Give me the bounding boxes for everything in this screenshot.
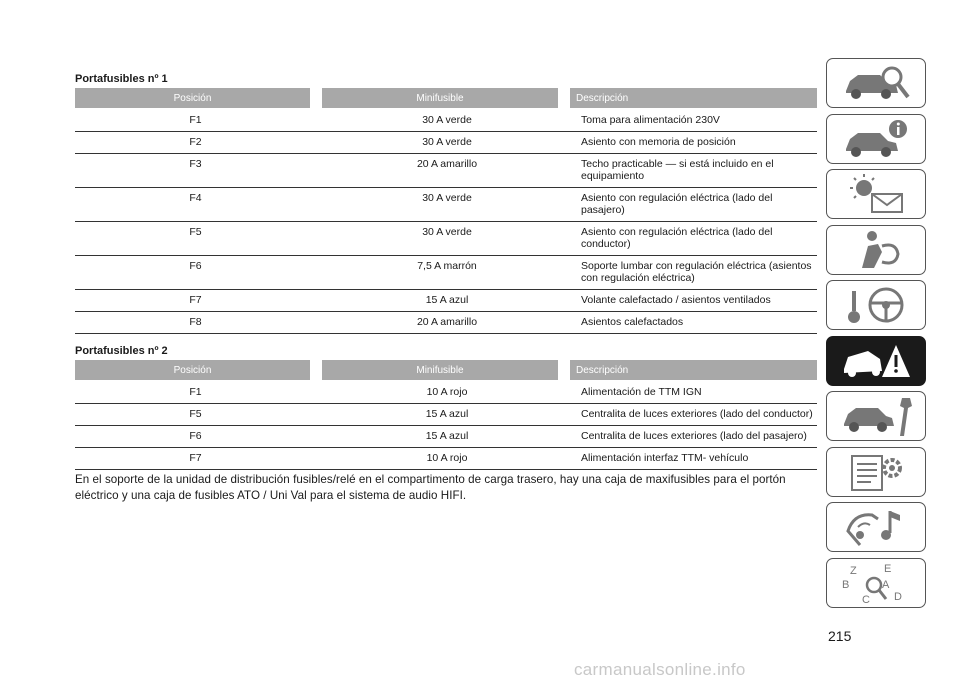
cell-minifuse: 30 A verde <box>316 108 564 132</box>
car-search-icon <box>838 61 914 105</box>
column-header-minifuse: Minifusible <box>316 360 564 380</box>
table-row <box>75 290 817 312</box>
cell-position: F2 <box>75 132 316 154</box>
table-row <box>75 426 817 448</box>
cell-description: Centralita de luces exteriores (lado del pasajero) <box>564 426 817 448</box>
cell-minifuse: 30 A verde <box>316 188 564 222</box>
table-header-row <box>75 360 817 380</box>
index-letter: Z <box>850 564 857 577</box>
cell-minifuse: 10 A rojo <box>316 380 564 404</box>
cell-description: Techo practicable — si está incluido en el equipamiento <box>564 154 817 188</box>
cell-description: Asiento con memoria de posición <box>564 132 817 154</box>
fuse-table-1 <box>75 88 817 334</box>
chapter-tab-emergency[interactable] <box>826 336 926 386</box>
column-header-description: Descripción <box>564 360 817 380</box>
table-row <box>75 256 817 290</box>
cell-description: Toma para alimentación 230V <box>564 108 817 132</box>
column-header-position: Posición <box>75 88 316 108</box>
chapter-tab-specifications[interactable] <box>826 447 926 497</box>
chapter-tab-car-search[interactable] <box>826 58 926 108</box>
cell-description: Alimentación de TTM IGN <box>564 380 817 404</box>
chapter-tab-safety[interactable] <box>826 225 926 275</box>
cell-minifuse: 30 A verde <box>316 132 564 154</box>
table-row <box>75 132 817 154</box>
cell-position: F3 <box>75 154 316 188</box>
cell-position: F1 <box>75 108 316 132</box>
document-content <box>75 70 817 516</box>
steering-wheel-icon <box>838 283 914 327</box>
chapter-tab-maintenance[interactable] <box>826 391 926 441</box>
fuse-table-2 <box>75 360 817 470</box>
cell-minifuse: 20 A amarillo <box>316 312 564 334</box>
cell-description: Asiento con regulación eléctrica (lado del conductor) <box>564 222 817 256</box>
cell-minifuse: 15 A azul <box>316 290 564 312</box>
cell-position: F1 <box>75 380 316 404</box>
cell-minifuse: 7,5 A marrón <box>316 256 564 290</box>
column-header-description: Descripción <box>564 88 817 108</box>
cell-position: F7 <box>75 290 316 312</box>
cell-description: Asientos calefactados <box>564 312 817 334</box>
page-number: 215 <box>828 628 852 644</box>
column-header-position: Posición <box>75 360 316 380</box>
cell-minifuse: 20 A amarillo <box>316 154 564 188</box>
index-letter: C <box>862 593 870 605</box>
table-row <box>75 154 817 188</box>
chapter-tab-car-info[interactable] <box>826 114 926 164</box>
table-row <box>75 188 817 222</box>
section-title: Portafusibles nº 2 <box>75 345 168 357</box>
multimedia-music-icon <box>838 505 914 549</box>
table-row <box>75 312 817 334</box>
cell-position: F4 <box>75 188 316 222</box>
section-title: Portafusibles nº 1 <box>75 73 168 85</box>
cell-position: F6 <box>75 426 316 448</box>
cell-description: Volante calefactado / asientos ventilados <box>564 290 817 312</box>
body-paragraph: En el soporte de la unidad de distribución fusibles/relé en el compartimento de carga trasero, hay una caja de maxifusibles para el portón eléctrico y una caja de fusibles ATO / Uni Val para el sistema de audio HIFI. <box>75 473 786 502</box>
warning-light-message-icon <box>838 172 914 216</box>
table-row <box>75 108 817 132</box>
cell-position: F6 <box>75 256 316 290</box>
column-header-minifuse: Minifusible <box>316 88 564 108</box>
chapter-tab-multimedia[interactable] <box>826 502 926 552</box>
cell-description: Soporte lumbar con regulación eléctrica (asientos con regulación eléctrica) <box>564 256 817 290</box>
specifications-gear-icon <box>838 450 914 494</box>
cell-minifuse: 15 A azul <box>316 404 564 426</box>
car-info-icon <box>838 117 914 161</box>
cell-description: Alimentación interfaz TTM- vehículo <box>564 448 817 470</box>
index-letter: D <box>894 590 902 603</box>
cell-description: Asiento con regulación eléctrica (lado del pasajero) <box>564 188 817 222</box>
cell-minifuse: 10 A rojo <box>316 448 564 470</box>
table-header-row <box>75 88 817 108</box>
table-row <box>75 448 817 470</box>
chapter-tab-warning-lights[interactable] <box>826 169 926 219</box>
cell-description: Centralita de luces exteriores (lado del conductor) <box>564 404 817 426</box>
car-emergency-icon <box>838 339 914 383</box>
table-row <box>75 404 817 426</box>
watermark: carmanualsonline.info <box>574 660 746 679</box>
cell-position: F8 <box>75 312 316 334</box>
airbag-seat-icon <box>838 228 914 272</box>
index-letter: A <box>882 578 890 591</box>
chapter-sidebar <box>826 58 928 613</box>
cell-position: F5 <box>75 404 316 426</box>
car-wrench-icon <box>838 394 914 438</box>
chapter-tab-driving[interactable] <box>826 280 926 330</box>
fuse-table-2-section <box>75 342 817 470</box>
cell-minifuse: 15 A azul <box>316 426 564 448</box>
alphabetical-index-icon <box>838 561 914 605</box>
cell-minifuse: 30 A verde <box>316 222 564 256</box>
table-row <box>75 222 817 256</box>
table-row <box>75 380 817 404</box>
cell-position: F5 <box>75 222 316 256</box>
index-letter: E <box>884 562 892 575</box>
cell-position: F7 <box>75 448 316 470</box>
index-letter: B <box>842 578 850 591</box>
chapter-tab-index[interactable] <box>826 558 926 608</box>
fuse-table-1-section <box>75 70 817 334</box>
